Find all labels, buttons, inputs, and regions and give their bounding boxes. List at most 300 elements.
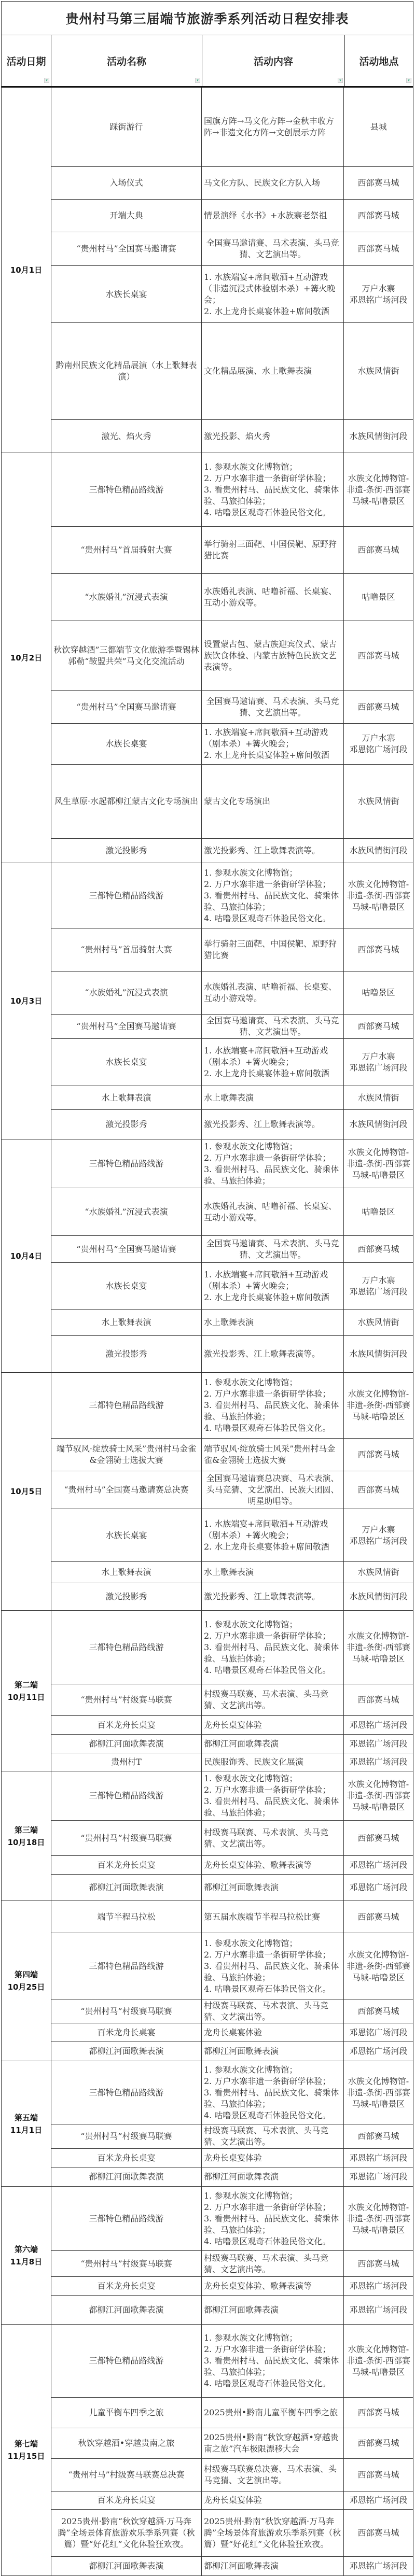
date-group: [2, 1139, 413, 1373]
table-row: [51, 1336, 413, 1372]
activity-place: 邓恩铭广场河段: [349, 1720, 408, 1730]
activity-name: “贵州村马”村级赛马联赛: [51, 1821, 202, 1855]
activity-name: 百米龙舟长桌宴: [51, 2149, 202, 2167]
activity-content: 龙舟长桌宴体验: [202, 1716, 344, 1734]
activity-content: 水上歌舞表演: [202, 1086, 344, 1109]
activity-place: 邓恩铭广场河段: [349, 2561, 408, 2571]
activity-name: “水族婚礼”沉浸式表演: [51, 1188, 202, 1235]
activity-name: “贵州村马”村级赛马联赛: [51, 2124, 202, 2148]
table-row: [51, 1901, 413, 1933]
activity-content: 全国赛马邀请赛、马术表演、头马竞猜、文艺演出等。: [202, 1236, 344, 1262]
filter-dropdown-icon[interactable]: ▾: [195, 78, 200, 83]
activity-content: 蒙古文化专场演出: [202, 765, 344, 838]
table-row: [51, 2491, 413, 2510]
activity-name: 激光、焰火秀: [51, 420, 202, 453]
activity-date: 第七端 11月15日: [2, 2325, 51, 2575]
table-row: [51, 420, 413, 453]
activity-content: 情景演绎《水书》+水族寨老祭祖: [202, 200, 344, 232]
activity-content: 1. 参观水族文化博物馆； 2. 万户水寨非遗一条街研学体验； 3. 看贵州村马、品民族文化、骑乘体验、马旅拍体验； 4. 咕噜景区观奇石体验民俗文化。: [202, 453, 344, 526]
activity-name: “贵州村马”全国赛马邀请赛: [51, 691, 202, 723]
activity-place: 西部赛马城: [357, 1695, 399, 1705]
filter-dropdown-icon[interactable]: ▾: [338, 78, 343, 83]
date-group: [2, 88, 413, 453]
table-row: [51, 2557, 413, 2575]
date-group: [2, 1771, 413, 1901]
table-row: [51, 1753, 413, 1771]
activity-place: 水族文化博物馆-非遗-条街-西部赛马城-咕噜景区: [347, 2202, 410, 2235]
activity-place: 西部赛马城: [357, 244, 399, 254]
activity-name: 三都特色精品路线游: [51, 1139, 202, 1188]
activity-name: 秋饮穿越酒•穿越贵南之旅: [51, 2428, 202, 2458]
group-rows: [51, 1901, 413, 2061]
activity-place: 水族文化博物馆-非遗-条街-西部赛马城-咕噜景区: [347, 2076, 410, 2109]
activity-name: 水上歌舞表演: [51, 1086, 202, 1109]
table-row: [51, 323, 413, 420]
activity-place: 水族文化博物馆-非遗-条街-西部赛马城-咕噜景区: [347, 473, 410, 506]
activity-place: 水族文化博物馆-非遗-条街-西部赛马城-咕噜景区: [347, 879, 410, 912]
header-label: 活动名称: [106, 55, 146, 67]
activity-name: 水上歌舞表演: [51, 1562, 202, 1583]
table-row: [51, 1562, 413, 1583]
activity-place: 邓恩铭广场河段: [349, 2046, 408, 2056]
activity-name: 2025贵州·黔南“秋饮穿越酒·万马奔腾”全场景体育旅游欢乐季系列赛（秋篇）暨“好花红”文化体验狂欢夜。: [51, 2510, 202, 2556]
table-row: [51, 527, 413, 574]
activity-content: 水族婚礼表演、咕噜祈福、长桌宴、互动小游戏等。: [202, 574, 344, 621]
activity-date: 10月1日: [2, 88, 51, 453]
table-row: [51, 1110, 413, 1139]
activity-date: 10月5日: [2, 1373, 51, 1610]
activity-date: 第五端 11月1日: [2, 2061, 51, 2186]
activity-name: 风生草原·水起都柳江蒙古文化专场演出: [51, 765, 202, 838]
activity-place: 水族风情街: [357, 1092, 399, 1103]
table-row: [51, 266, 413, 323]
activity-place: 水族文化博物馆-非遗-条街-西部赛马城-咕噜景区: [347, 1950, 410, 1982]
table-row: [51, 2325, 413, 2398]
activity-place: 万户水寨 邓恩铭广场河段: [349, 733, 408, 754]
table-row: [51, 621, 413, 691]
activity-content: 举行骑射三面靶、中国侯靶、原野狩猎比赛: [202, 928, 344, 971]
activity-place: 西部赛马城: [357, 2131, 399, 2141]
activity-place: 水族风情街河段: [349, 431, 408, 441]
activity-name: 三都特色精品路线游: [51, 1611, 202, 1684]
activity-content: 2025贵州•黔南儿童平衡车四季之旅: [202, 2398, 344, 2428]
header-content[interactable]: [202, 35, 345, 86]
activity-content: 马文化方队、民族文化方队入场: [202, 167, 344, 199]
date-group: [2, 1901, 413, 2061]
activity-place: 县城: [370, 122, 387, 132]
activity-content: 1. 参观水族文化博物馆； 2. 万户水寨非遗一条街研学体验； 3. 看贵州村马、品民族文化、骑乘体验、马旅拍体验； 4. 咕噜景区观奇石体验民俗文化。: [202, 1933, 344, 2000]
filter-dropdown-icon[interactable]: ▾: [44, 78, 49, 83]
activity-date: 10月4日: [2, 1139, 51, 1372]
activity-content: 激光投影、焰火秀: [202, 420, 344, 453]
table-row: [51, 1188, 413, 1236]
activity-content: 全国赛马邀请赛、马术表演、头马竞猜、文艺演出等。: [202, 1015, 344, 1038]
activity-name: 水族长桌宴: [51, 1509, 202, 1561]
filter-dropdown-icon[interactable]: ▾: [406, 78, 411, 83]
header-place[interactable]: [345, 35, 413, 86]
group-rows: [51, 1373, 413, 1610]
activity-name: 水族长桌宴: [51, 1039, 202, 1086]
activity-content: 1. 水族端宴+席间敬酒+互动游戏（剧本杀）+篝火晚会； 2. 水上龙舟长桌宴体验+席间敬酒: [202, 1509, 344, 1561]
activity-content: 水族婚礼表演、咕噜祈福、长桌宴、互动小游戏等。: [202, 1188, 344, 1235]
activity-place: 西部赛马城: [357, 178, 399, 188]
activity-date: 第二端 10月11日: [2, 1611, 51, 1771]
activity-content: 1. 参观水族文化博物馆； 2. 万户水寨非遗一条街研学体验； 3. 看贵州村马、品民族文化、骑乘体验、马旅拍体验； 4. 咕噜景区观奇石体验民俗文化。: [202, 2325, 344, 2397]
activity-name: 百米龙舟长桌宴: [51, 1856, 202, 1874]
activity-place: 西部赛马城: [357, 2528, 399, 2538]
activity-place: 西部赛马城: [357, 2408, 399, 2417]
group-rows: [51, 2061, 413, 2186]
date-group: [2, 863, 413, 1139]
activity-place: 西部赛马城: [357, 2006, 399, 2016]
activity-name: “贵州村马”首届骑射大赛: [51, 928, 202, 971]
activity-name: 三都特色精品路线游: [51, 1771, 202, 1820]
activity-name: 水族长桌宴: [51, 1263, 202, 1309]
table-row: [51, 1875, 413, 1901]
table-row: [51, 2277, 413, 2296]
activity-name: 端节半程马拉松: [51, 1901, 202, 1933]
activity-content: 2025贵州·黔南“秋饮穿越酒·万马奔腾”全场景体育旅游欢乐季系列赛（秋篇）暨“好花红”文化体验狂欢夜。: [202, 2510, 344, 2556]
activity-name: 秋饮穿越酒”三都端节文化旅游季暨锡林郭勒“鞍盟共荣”马文化交流活动: [51, 621, 202, 690]
activity-content: 1. 水族端宴+席间敬酒+互动游戏（剧本杀）+篝火晚会； 2. 水上龙舟长桌宴体验+席间敬酒: [202, 1039, 344, 1086]
table-row: [51, 232, 413, 266]
table-row: [51, 839, 413, 863]
activity-name: 三都特色精品路线游: [51, 2187, 202, 2250]
table-row: [51, 1735, 413, 1753]
activity-content: 村级赛马联赛、马术表演、头马竞猜、文艺演出等。: [202, 1684, 344, 1715]
table-row: [51, 724, 413, 765]
activity-name: “贵州村马”村级赛马联赛: [51, 1684, 202, 1715]
activity-content: 全国赛马邀请赛、马术表演、头马竞猜、文艺演出等。: [202, 232, 344, 265]
activity-content: 激光投影秀、江上歌舞表演等。: [202, 1336, 344, 1372]
activity-name: 激光投影秀: [51, 839, 202, 863]
table-row: [51, 1236, 413, 1263]
activity-content: 村级赛马联赛、马术表演、头马竞猜、文艺演出等。: [202, 1821, 344, 1855]
activity-content: 端节驭风·绽放骑士风采”贵州村马金雀&金翎骑士选拔大赛: [202, 1439, 344, 1471]
table-row: [51, 1856, 413, 1875]
activity-content: 1. 参观水族文化博物馆； 2. 万户水寨非遗一条街研学体验； 3. 看贵州村马、品民族文化、骑乘体验、马旅拍体验； 4. 咕噜景区观奇石体验民俗文化。: [202, 1373, 344, 1438]
activity-place: 水族文化博物馆-非遗-条街-西部赛马城-咕噜景区: [347, 1630, 410, 1664]
activity-name: “贵州村马”村级赛马联赛: [51, 2251, 202, 2276]
group-rows: [51, 453, 413, 863]
group-rows: [51, 2325, 413, 2575]
activity-content: 村级赛马联赛、马术表演、头马竞猜、文艺演出等。: [202, 2251, 344, 2276]
activity-content: 激光投影秀、江上歌舞表演等。: [202, 1110, 344, 1139]
activity-content: 激光投影秀、江上歌舞表演等。: [202, 1583, 344, 1610]
activity-name: 都柳江河面歌舞表演: [51, 2296, 202, 2324]
activity-name: “贵州村马”全国赛马邀请赛: [51, 1015, 202, 1038]
activity-place: 咕噜景区: [362, 592, 395, 602]
group-rows: [51, 2187, 413, 2324]
activity-content: 龙舟长桌宴体验、歌舞表演等: [202, 2277, 344, 2295]
activity-place: 水族文化博物馆-非遗-条街-西部赛马城-咕噜景区: [347, 1147, 410, 1180]
table-row: [51, 1716, 413, 1735]
activity-content: 都柳江河面歌舞表演: [202, 2042, 344, 2061]
activity-name: 百米龙舟长桌宴: [51, 2023, 202, 2042]
activity-content: 1. 参观水族文化博物馆； 2. 万户水寨非遗一条街研学体验； 3. 看贵州村马、品民族文化、骑乘体验、马旅拍体验；: [202, 1771, 344, 1820]
activity-place: 西部赛马城: [357, 2470, 399, 2480]
activity-place: 西部赛马城: [357, 701, 399, 712]
activity-place: 邓恩铭广场河段: [349, 2027, 408, 2037]
activity-content: 都柳江河面歌舞表演: [202, 1735, 344, 1753]
activity-place: 西部赛马城: [357, 210, 399, 220]
table-body: [2, 88, 413, 2575]
activity-place: 邓恩铭广场河段: [349, 1738, 408, 1749]
activity-place: 西部赛马城: [357, 2258, 399, 2269]
activity-name: 三都特色精品路线游: [51, 2325, 202, 2397]
table-row: [51, 863, 413, 928]
table-row: [51, 1471, 413, 1509]
activity-content: 设置蒙古包、蒙古族迎宾仪式、蒙古族饮食体验、内蒙古族特色民族文艺表演等。: [202, 621, 344, 690]
activity-place: 水族文化博物馆-非遗-条街-西部赛马城-咕噜景区: [347, 1389, 410, 1421]
table-row: [51, 928, 413, 972]
activity-place: 邓恩铭广场河段: [349, 2304, 408, 2315]
activity-name: “贵州村马”村级赛马联赛: [51, 2000, 202, 2023]
table-row: [51, 2428, 413, 2459]
table-row: [51, 1373, 413, 1439]
date-group: [2, 1373, 413, 1611]
activity-place: 万户水寨 邓恩铭广场河段: [349, 283, 408, 305]
table-row: [51, 1015, 413, 1039]
table-row: [51, 1086, 413, 1110]
activity-name: 黔南州民族文化精品展演（水上歌舞表演）: [51, 323, 202, 419]
activity-name: 激光投影秀: [51, 1583, 202, 1610]
date-group: [2, 453, 413, 863]
table-row: [51, 2296, 413, 2324]
table-row: [51, 2187, 413, 2251]
activity-content: 龙舟长桌宴体验、歌舞表演等: [202, 1856, 344, 1874]
header-date[interactable]: [2, 35, 51, 86]
activity-name: 贵州村T: [51, 1753, 202, 1771]
activity-place: 西部赛马城: [357, 650, 399, 660]
activity-content: 村级赛马联赛、马术表演、头马竞猜、文艺演出等。: [202, 2000, 344, 2023]
table-row: [51, 2023, 413, 2042]
table-row: [51, 1310, 413, 1336]
activity-content: 水上歌舞表演: [202, 1562, 344, 1583]
activity-place: 水族文化博物馆-非遗-条街-西部赛马城-咕噜景区: [347, 1779, 410, 1812]
date-group: [2, 1611, 413, 1771]
activity-content: 1. 水族端宴+席间敬酒+互动游戏（剧本杀）+篝火晚会； 2. 水上龙舟长桌宴体验+席间敬酒: [202, 1263, 344, 1309]
table-row: [51, 972, 413, 1015]
activity-content: 都柳江河面歌舞表演: [202, 1875, 344, 1901]
activity-place: 邓恩铭广场河段: [349, 2152, 408, 2163]
activity-place: 西部赛马城: [357, 1244, 399, 1254]
activity-name: 百米龙舟长桌宴: [51, 1716, 202, 1734]
activity-name: 入场仪式: [51, 167, 202, 199]
activity-name: “贵州村马”全国赛马邀请赛总决赛: [51, 1471, 202, 1509]
activity-content: 激光投影秀、江上歌舞表演等。: [202, 839, 344, 863]
activity-name: “贵州村马”全国赛马邀请赛: [51, 232, 202, 265]
activity-name: 百米龙舟长桌宴: [51, 2277, 202, 2295]
activity-name: 开端大典: [51, 200, 202, 232]
header-label: 活动内容: [253, 55, 293, 67]
table-row: [51, 691, 413, 724]
activity-place: 邓恩铭广场河段: [349, 1882, 408, 1892]
table-row: [51, 88, 413, 167]
table-row: [51, 1771, 413, 1821]
group-rows: [51, 1771, 413, 1901]
activity-place: 水族风情街河段: [349, 1119, 408, 1129]
activity-name: 水族长桌宴: [51, 724, 202, 764]
activity-name: 踩街游行: [51, 88, 202, 166]
activity-name: “贵州村马”村级赛马联赛总决赛: [51, 2459, 202, 2491]
group-rows: [51, 1139, 413, 1372]
activity-place: 水族文化博物馆-非遗-条街-西部赛马城-咕噜景区: [347, 2344, 410, 2377]
date-group: [2, 2187, 413, 2325]
activity-date: 10月2日: [2, 453, 51, 863]
activity-content: 1. 参观水族文化博物馆； 2. 万户水寨非遗一条街研学体验； 3. 看贵州村马、品民族文化、骑乘体验、马旅拍体验；: [202, 1139, 344, 1188]
schedule-table: [1, 1, 413, 2576]
activity-content: 1. 参观水族文化博物馆； 2. 万户水寨非遗一条街研学体验； 3. 看贵州村马、品民族文化、骑乘体验、马旅拍体验； 4. 咕噜景区观奇石体验民俗文化。: [202, 1611, 344, 1684]
activity-place: 咕噜景区: [362, 988, 395, 997]
table-row: [51, 1263, 413, 1310]
activity-content: 龙舟长桌宴体验: [202, 2149, 344, 2167]
table-row: [51, 2459, 413, 2491]
table-row: [51, 2510, 413, 2557]
activity-name: 都柳江河面歌舞表演: [51, 2167, 202, 2186]
activity-place: 邓恩铭广场河段: [349, 1757, 408, 1767]
table-row: [51, 167, 413, 200]
activity-place: 万户水寨 邓恩铭广场河段: [349, 1051, 408, 1073]
activity-date: 第六端 11月8日: [2, 2187, 51, 2324]
table-row: [51, 2042, 413, 2061]
activity-place: 西部赛马城: [357, 545, 399, 555]
activity-name: “水族婚礼”沉浸式表演: [51, 574, 202, 621]
date-group: [2, 2061, 413, 2187]
activity-name: 三都特色精品路线游: [51, 2061, 202, 2124]
activity-name: 端节驭风·绽放骑士风采”贵州村马金雀&金翎骑士选拔大赛: [51, 1439, 202, 1471]
activity-content: 民族服饰秀、民族文化展演: [202, 1753, 344, 1771]
activity-place: 水族风情街: [357, 366, 399, 376]
activity-place: 西部赛马城: [357, 1021, 399, 1031]
table-row: [51, 2398, 413, 2428]
header-name[interactable]: [51, 35, 202, 86]
activity-place: 水族风情街河段: [349, 1349, 408, 1359]
activity-place: 邓恩铭广场河段: [349, 2281, 408, 2291]
activity-content: 1. 水族端宴+席间敬酒+互动游戏（非遗沉浸式体验剧本杀）+篝火晚会； 2. 水上龙舟长桌宴体验+席间敬酒: [202, 266, 344, 322]
activity-name: 三都特色精品路线游: [51, 453, 202, 526]
table-row: [51, 1583, 413, 1610]
activity-date: 10月3日: [2, 863, 51, 1139]
activity-content: 1. 参观水族文化博物馆； 2. 万户水寨非遗一条街研学体验； 3. 看贵州村马、品民族文化、骑乘体验、马旅拍体验； 4. 咕噜景区观奇石体验民俗文化。: [202, 2061, 344, 2124]
activity-place: 水族风情街: [357, 796, 399, 806]
table-row: [51, 1611, 413, 1684]
activity-content: 2025贵州•黔南“秋饮穿越酒•穿越贵南之旅”汽车极限漂移大会: [202, 2428, 344, 2458]
activity-place: 邓恩铭广场河段: [349, 1860, 408, 1870]
activity-content: 1. 参观水族文化博物馆； 2. 万户水寨非遗一条街研学体验； 3. 看贵州村马、品民族文化、骑乘体验、马旅拍体验； 4. 咕噜景区观奇石体验民俗文化。: [202, 863, 344, 928]
table-row: [51, 1139, 413, 1188]
activity-content: 龙舟长桌宴体验: [202, 2491, 344, 2509]
activity-place: 西部赛马城: [357, 2438, 399, 2448]
page-title: 贵州村马第三届端节旅游季系列活动日程安排表: [2, 2, 413, 35]
activity-place: 水族风情街河段: [349, 846, 408, 855]
activity-name: 都柳江河面歌舞表演: [51, 2042, 202, 2061]
activity-place: 万户水寨 邓恩铭广场河段: [349, 1524, 408, 1546]
activity-name: 百米龙舟长桌宴: [51, 2491, 202, 2509]
activity-content: 文化精品展演、水上歌舞表演: [202, 323, 344, 419]
table-row: [51, 2061, 413, 2124]
group-rows: [51, 1611, 413, 1771]
group-rows: [51, 863, 413, 1139]
activity-content: 水上歌舞表演: [202, 1310, 344, 1335]
activity-content: 村级赛马联赛总决赛、马术表演、头马竞猜、文艺演出等。: [202, 2459, 344, 2491]
activity-date: 第四端 10月25日: [2, 1901, 51, 2061]
activity-content: 第五届水族端节半程马拉松比赛: [202, 1901, 344, 1933]
activity-name: 三都特色精品路线游: [51, 1933, 202, 2000]
activity-place: 邓恩铭广场河段: [349, 2172, 408, 2181]
header-label: 活动日期: [6, 55, 46, 67]
activity-name: 三都特色精品路线游: [51, 863, 202, 928]
activity-content: 1. 参观水族文化博物馆； 2. 万户水寨非遗一条街研学体验； 3. 看贵州村马、品民族文化、骑乘体验、马旅拍体验； 4. 咕噜景区观奇石体验民俗文化。: [202, 2187, 344, 2250]
activity-name: 水上歌舞表演: [51, 1310, 202, 1335]
activity-content: 龙舟长桌宴体验: [202, 2023, 344, 2042]
table-row: [51, 2167, 413, 2186]
activity-name: 都柳江河面歌舞表演: [51, 1875, 202, 1901]
activity-place: 西部赛马城: [357, 945, 399, 954]
activity-place: 万户水寨 邓恩铭广场河段: [349, 1275, 408, 1297]
table-row: [51, 1821, 413, 1856]
activity-place: 西部赛马城: [357, 1449, 399, 1459]
activity-name: 激光投影秀: [51, 1336, 202, 1372]
table-row: [51, 2149, 413, 2167]
table-row: [51, 1509, 413, 1562]
table-row: [51, 2124, 413, 2149]
activity-place: 水族风情街: [357, 1567, 399, 1577]
table-row: [51, 765, 413, 839]
activity-place: 西部赛马城: [357, 1911, 399, 1922]
table-row: [51, 1439, 413, 1471]
date-group: [2, 2325, 413, 2575]
activity-name: 水族长桌宴: [51, 266, 202, 322]
group-rows: [51, 88, 413, 453]
activity-content: 国旗方阵→马文化方阵→金秋丰收方阵→非遗文化方阵→文创展示方阵: [202, 88, 344, 166]
activity-place: 邓恩铭广场河段: [349, 2495, 408, 2505]
activity-name: “水族婚礼”沉浸式表演: [51, 972, 202, 1014]
activity-place: 西部赛马城: [357, 1833, 399, 1843]
activity-content: 全国赛马邀请赛总决赛、马术表演、头马竞猜、文艺演出、民族大团圆、明星助唱等。: [202, 1471, 344, 1509]
activity-name: 都柳江河面歌舞表演: [51, 2557, 202, 2575]
activity-name: 都柳江河面歌舞表演: [51, 1735, 202, 1753]
table-header: [2, 35, 413, 88]
activity-content: 都柳江河面歌舞表演: [202, 2557, 344, 2575]
activity-name: 儿童平衡车四季之旅: [51, 2398, 202, 2428]
table-row: [51, 2000, 413, 2023]
activity-name: “贵州村马”首届骑射大赛: [51, 527, 202, 573]
activity-content: 都柳江河面歌舞表演: [202, 2296, 344, 2324]
activity-content: 都柳江河面歌舞表演: [202, 2167, 344, 2186]
activity-place: 西部赛马城: [357, 1485, 399, 1495]
activity-name: 三都特色精品路线游: [51, 1373, 202, 1438]
activity-content: 1. 水族端宴+席间敬酒+互动游戏（剧本杀）+篝火晚会； 2. 水上龙舟长桌宴体验+席间敬酒: [202, 724, 344, 764]
activity-content: 水族婚礼表演、咕噜祈福、长桌宴、互动小游戏等。: [202, 972, 344, 1014]
table-row: [51, 453, 413, 527]
table-row: [51, 2251, 413, 2277]
activity-date: 第三端 10月18日: [2, 1771, 51, 1901]
activity-place: 水族风情街河段: [349, 1592, 408, 1601]
activity-name: “贵州村马”全国赛马邀请赛: [51, 1236, 202, 1262]
table-row: [51, 200, 413, 232]
activity-content: 村级赛马联赛、马术表演、头马竞猜、文艺演出等。: [202, 2124, 344, 2148]
table-row: [51, 1933, 413, 2000]
table-row: [51, 574, 413, 621]
activity-content: 举行骑射三面靶、中国侯靶、原野狩猎比赛: [202, 527, 344, 573]
table-row: [51, 1039, 413, 1086]
activity-place: 水族风情街: [357, 1317, 399, 1327]
header-label: 活动地点: [359, 55, 399, 67]
activity-name: 激光投影秀: [51, 1110, 202, 1139]
table-row: [51, 1684, 413, 1716]
activity-place: 咕噜景区: [362, 1206, 395, 1217]
